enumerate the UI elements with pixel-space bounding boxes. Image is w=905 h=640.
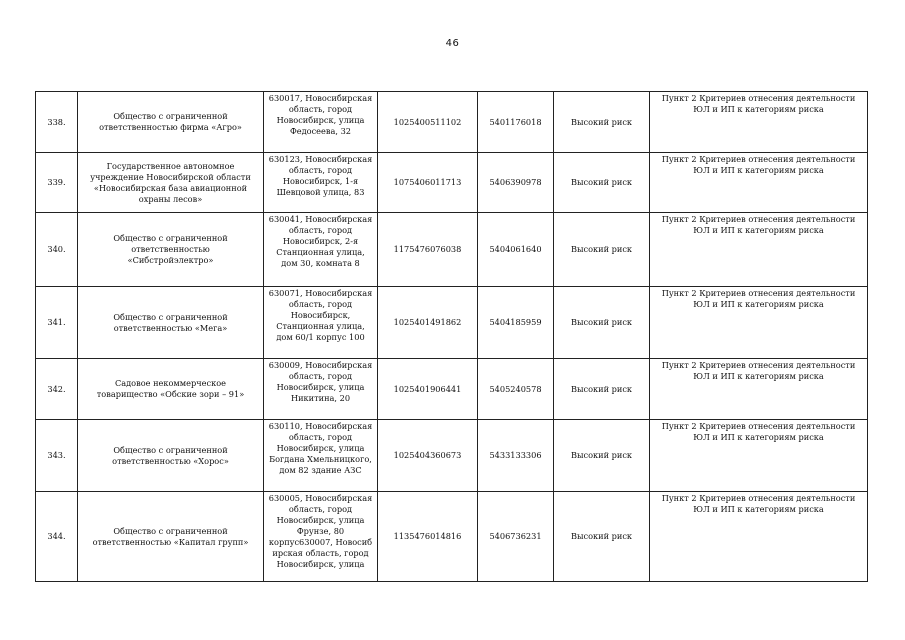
basis-line: ЮЛ и ИП к категориям риска [693, 165, 824, 175]
table-row [36, 92, 868, 153]
basis-line: ЮЛ и ИП к категориям риска [693, 371, 824, 381]
address-line: Новосибирск, 2-я [282, 236, 359, 246]
basis-cell [650, 359, 868, 420]
organization-name-line: Государственное автономное [106, 160, 235, 171]
basis-cell [650, 420, 868, 492]
address-line: дом 30, комната 8 [281, 258, 360, 268]
ogrn-cell [378, 359, 478, 420]
basis-line: Пункт 2 Критериев отнесения деятельности [661, 154, 856, 164]
address-line: Богдана Хмельницкого, [269, 454, 372, 464]
row-number-cell [36, 92, 78, 153]
address-line: ирская область, город [272, 548, 369, 558]
address-line: 630017, Новосибирская [268, 93, 373, 103]
ogrn-value: 1175476076038 [393, 244, 462, 254]
address-line: область, город [288, 432, 353, 442]
risk-category: Высокий риск [570, 383, 633, 394]
basis-line: ЮЛ и ИП к категориям риска [693, 432, 824, 442]
address-line: дом 82 здание АЗС [279, 465, 362, 475]
address-line: Новосибирск, [290, 310, 351, 320]
risk-category: Высокий риск [570, 116, 633, 127]
address-line: область, город [288, 165, 353, 175]
address-line: 630123, Новосибирская [268, 154, 373, 164]
organization-name-cell [78, 153, 264, 213]
ogrn-cell [378, 492, 478, 582]
address-line: Федосеева, 32 [289, 126, 351, 136]
inn-cell [478, 92, 554, 153]
inn-value: 5404185959 [489, 317, 542, 327]
organization-name-line: ответственностью «Капитал групп» [92, 536, 249, 547]
table-row [36, 492, 868, 582]
organization-name-cell [78, 213, 264, 287]
risk-category-cell [554, 153, 650, 213]
basis-line: ЮЛ и ИП к категориям риска [693, 104, 824, 114]
address-line: Новосибирск, улица [276, 443, 365, 453]
row-number: 341. [47, 317, 66, 327]
organization-name-line: Садовое некоммерческое [114, 378, 226, 388]
table-row [36, 287, 868, 359]
risk-category: Высокий риск [570, 450, 633, 460]
risk-category: Высокий риск [570, 177, 633, 187]
basis-line: ЮЛ и ИП к категориям риска [693, 225, 824, 235]
basis-line: Пункт 2 Критериев отнесения деятельности [661, 493, 856, 503]
address-line: область, город [288, 299, 353, 309]
ogrn-cell [378, 287, 478, 359]
basis-line: Пункт 2 Критериев отнесения деятельности [661, 421, 856, 431]
row-number: 344. [47, 531, 66, 541]
address-line: Станционная улица, [276, 247, 365, 257]
address-line: 630110, Новосибирская [268, 421, 373, 431]
organization-name-line: ответственностью «Хорос» [112, 455, 229, 466]
organization-name-cell [78, 92, 264, 153]
page-number: 46 [445, 38, 460, 49]
address-cell [264, 213, 378, 287]
risk-category-cell [554, 420, 650, 492]
organization-name-line: «Сибстройэлектро» [127, 255, 214, 265]
ogrn-cell [378, 213, 478, 287]
address-line: Никитина, 20 [290, 393, 351, 403]
organization-name-line: «Новосибирская база авиационной [93, 182, 248, 193]
row-number-cell [36, 492, 78, 582]
address-cell [264, 92, 378, 153]
risk-category-cell [554, 359, 650, 420]
inn-value: 5406736231 [489, 531, 542, 541]
address-line: Новосибирск, улица [276, 115, 365, 125]
inn-cell [478, 359, 554, 420]
ogrn-cell [378, 420, 478, 492]
ogrn-value: 1025401491862 [393, 317, 462, 327]
address-line: область, город [288, 225, 353, 235]
table-row [36, 153, 868, 213]
organization-name-line: учреждение Новосибирской области [90, 171, 251, 182]
basis-line: Пункт 2 Критериев отнесения деятельности [661, 360, 856, 370]
inn-value: 5406390978 [489, 177, 542, 187]
registry-table [35, 91, 868, 582]
table-row [36, 420, 868, 492]
inn-cell [478, 420, 554, 492]
risk-category-cell [554, 92, 650, 153]
ogrn-value: 1025400511102 [393, 116, 462, 127]
basis-cell [650, 492, 868, 582]
address-line: 630071, Новосибирская [268, 288, 373, 298]
organization-name-line: охраны лесов» [138, 193, 203, 204]
organization-name-line: Общество с ограниченной [113, 111, 228, 121]
ogrn-value: 1075406011713 [393, 177, 462, 187]
inn-cell [478, 492, 554, 582]
organization-name-cell [78, 359, 264, 420]
basis-cell [650, 213, 868, 287]
row-number-cell [36, 287, 78, 359]
address-line: Новосибирск, 1-я [282, 176, 359, 186]
inn-value: 5405240578 [489, 383, 542, 394]
inn-value: 5401176018 [489, 116, 542, 127]
row-number: 340. [47, 244, 66, 254]
basis-cell [650, 287, 868, 359]
organization-name-line: Общество с ограниченной [113, 525, 228, 536]
address-line: Станционная улица, [276, 321, 365, 331]
table-row [36, 213, 868, 287]
address-line: Новосибирск, улица [276, 515, 365, 525]
risk-category-cell [554, 213, 650, 287]
address-cell [264, 359, 378, 420]
inn-cell [478, 153, 554, 213]
ogrn-cell [378, 92, 478, 153]
risk-category-cell [554, 492, 650, 582]
inn-value: 5433133306 [489, 450, 542, 460]
row-number-cell [36, 153, 78, 213]
address-line: Новосибирск, улица [276, 382, 365, 392]
row-number-cell [36, 359, 78, 420]
address-line: Фрунзе, 80 [296, 526, 345, 536]
organization-name-line: ответственностью фирма «Агро» [99, 122, 242, 132]
address-line: область, город [288, 504, 353, 514]
basis-line: Пункт 2 Критериев отнесения деятельности [661, 214, 856, 224]
address-line: область, город [288, 371, 353, 381]
address-line: 630041, Новосибирская [268, 214, 373, 224]
basis-line: Пункт 2 Критериев отнесения деятельности [661, 93, 856, 103]
risk-category: Высокий риск [570, 531, 633, 541]
inn-cell [478, 287, 554, 359]
address-line: 630005, Новосибирская [268, 493, 373, 503]
risk-category-cell [554, 287, 650, 359]
organization-name-line: Общество с ограниченной [113, 444, 228, 455]
inn-cell [478, 213, 554, 287]
row-number: 342. [47, 383, 66, 394]
organization-name-line: ответственностью [131, 244, 210, 254]
ogrn-value: 1135476014816 [393, 531, 462, 541]
organization-name-line: Общество с ограниченной [113, 311, 228, 322]
address-line: 630009, Новосибирская [268, 360, 373, 370]
address-cell [264, 492, 378, 582]
basis-line: ЮЛ и ИП к категориям риска [693, 299, 824, 309]
organization-name-line: ответственностью «Мега» [113, 322, 228, 333]
risk-category: Высокий риск [570, 244, 633, 254]
row-number-cell [36, 420, 78, 492]
registry-rows [36, 92, 868, 582]
address-cell [264, 153, 378, 213]
organization-name-cell [78, 492, 264, 582]
address-line: дом 60/1 корпус 100 [276, 332, 365, 342]
address-line: корпус630007, Новосиб [268, 537, 373, 547]
organization-name-cell [78, 420, 264, 492]
basis-cell [650, 153, 868, 213]
risk-category: Высокий риск [570, 317, 633, 327]
address-cell [264, 420, 378, 492]
row-number: 339. [47, 177, 66, 187]
ogrn-value: 1025401906441 [393, 383, 462, 394]
organization-name-line: товарищество «Обские зори – 91» [96, 389, 245, 399]
inn-value: 5404061640 [489, 244, 542, 254]
row-number: 343. [47, 450, 66, 460]
ogrn-value: 1025404360673 [393, 450, 462, 460]
address-line: Шевцовой улица, 83 [276, 187, 365, 197]
address-line: Новосибирск, улица [276, 559, 365, 569]
basis-line: Пункт 2 Критериев отнесения деятельности [661, 288, 856, 298]
organization-name-cell [78, 287, 264, 359]
ogrn-cell [378, 153, 478, 213]
address-cell [264, 287, 378, 359]
row-number-cell [36, 213, 78, 287]
organization-name-line: Общество с ограниченной [113, 233, 228, 243]
basis-cell [650, 92, 868, 153]
address-line: область, город [288, 104, 353, 114]
table-row [36, 359, 868, 420]
basis-line: ЮЛ и ИП к категориям риска [693, 504, 824, 514]
row-number: 338. [47, 116, 66, 127]
